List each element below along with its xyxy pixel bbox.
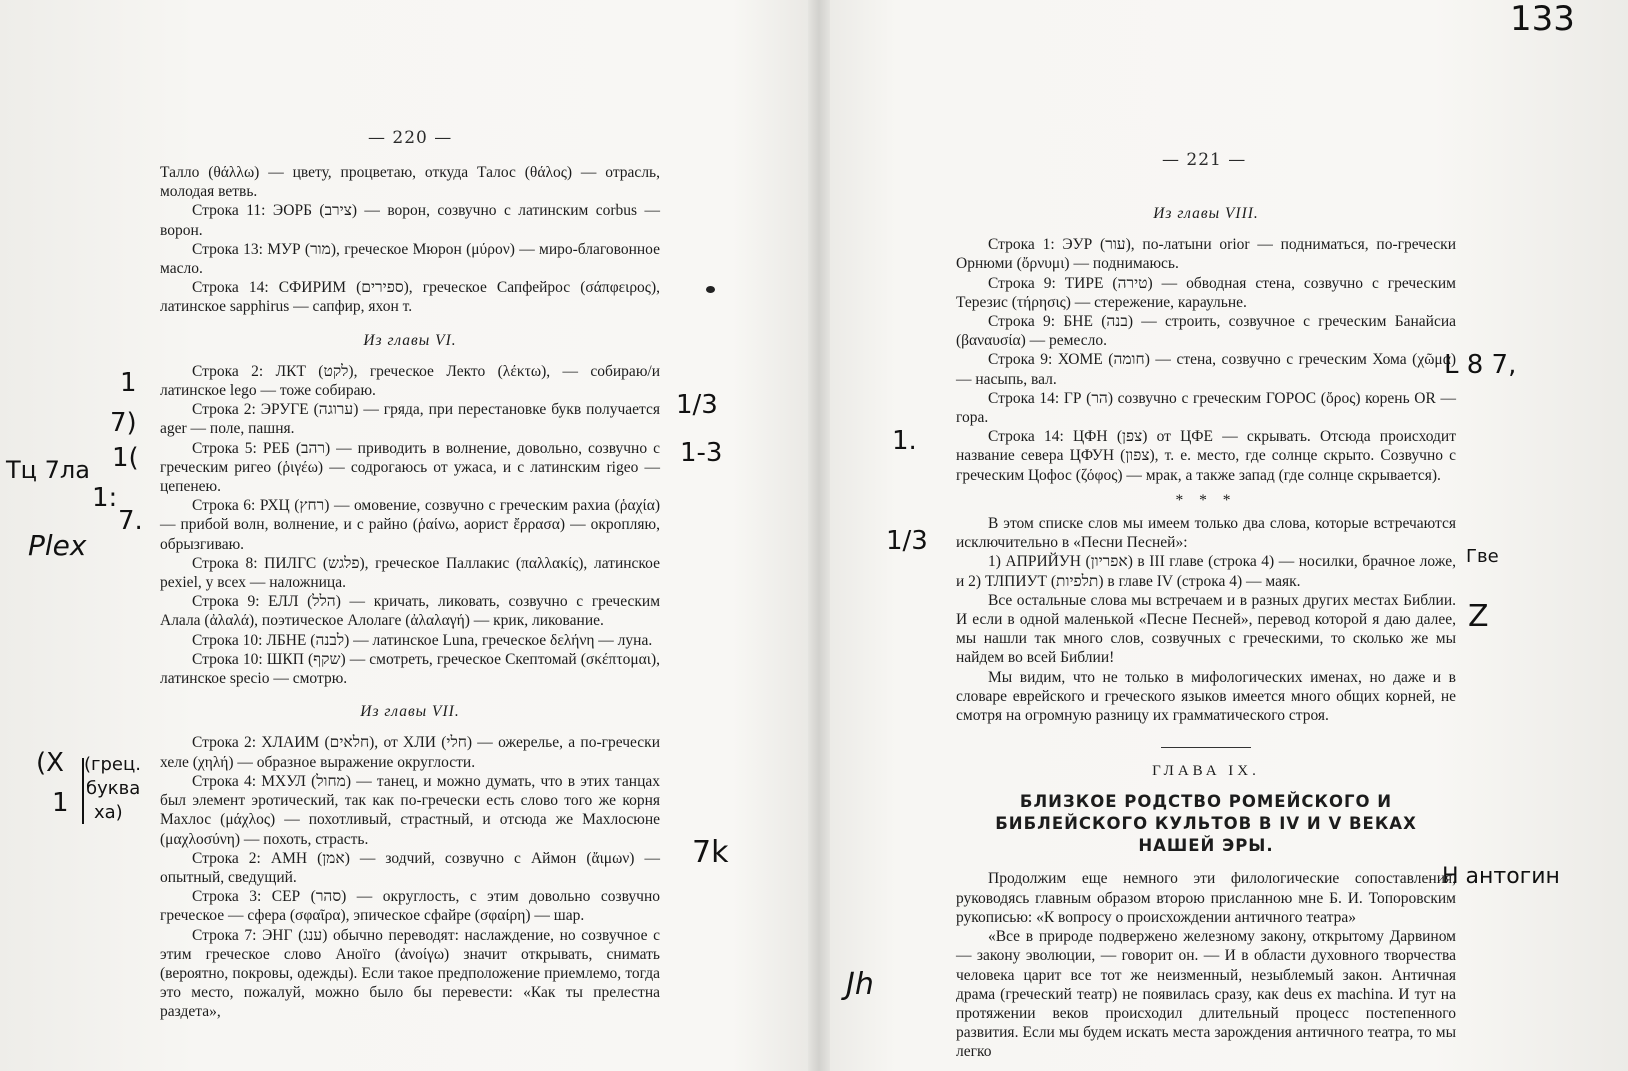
- margin-note: 7.: [118, 506, 143, 536]
- margin-note: 1/3: [886, 526, 928, 556]
- right-page-text: [956, 190, 1456, 1062]
- paragraph: Строка 2: ЭРУГЕ (ערוגה) — гряда, при перестановке букв получается ager — поле, пашня.: [160, 401, 660, 438]
- paragraph: Строка 9: ЕЛЛ (הלל) — кричать, ликовать, созвучно с греческим Алала (ἀλαλά), поэтическое Алолаге (ἀλαλαγή) — крик, ликование.: [160, 593, 660, 630]
- margin-note: L 8 7,: [1444, 350, 1517, 380]
- paragraph: Мы видим, что не только в мифологических именах, но даже и в словаре еврейского и греческого языков имеется много общих корней, не смотря на огромную разницу их грамматического строя.: [956, 668, 1456, 725]
- paragraph: Строка 2: ХЛАИМ (חלאים), от ХЛИ (חלי) — ожерелье, а по-гречески хеле (χηλή) — образное выражение округлости.: [160, 734, 660, 771]
- paragraph: Строка 14: ЦФН (צפן) от ЦФЕ — скрывать. Отсюда происходит название севера ЦФУН (צפון), т. е. место, где солнце скрыто. Созвучно с греческим Цофос (ζόφος) — мрак, а также запад (где солнце скрывается).: [956, 428, 1456, 484]
- margin-note: буква: [86, 778, 141, 799]
- paragraph: Строка 2: ЛКТ (לקט), греческое Лекто (λέκτω), — собираю/и латинское lego — тоже собираю.: [160, 362, 660, 400]
- paragraph: Строка 8: ПИЛГС (פלגש), греческое Паллакис (παλλακίς), латинское pexiel, у всех — наложница.: [160, 554, 660, 592]
- paragraph: Строка 9: БНЕ (בנה) — строить, созвучное с греческим Банайсиа (βαναυσία) — ремесло.: [956, 313, 1457, 350]
- left-page-text: [160, 163, 660, 1022]
- margin-bracket: [82, 758, 84, 824]
- paragraph: Талло (θάλλω) — цвету, процветаю, откуда Талос (θάλος) — отрасль, молодая ветвь.: [160, 164, 660, 201]
- margin-note: 7): [110, 408, 137, 438]
- paragraph: Строка 9: ТИРЕ (טירה) — обводная стена, созвучно с греческим Терезис (τήρησις) — стережение, караульне.: [956, 274, 1456, 311]
- paragraph: Строка 3: СЕР (סהר) — округлость, с этим довольно созвучно греческое — сфера (σφαῖρα), эпическое сфайре (σφαίρη) — шар.: [160, 888, 661, 925]
- margin-note: Plex: [28, 529, 87, 562]
- paragraph: Строка 14: ГР (הר) созвучно с греческим ГОРОС (ὄρος) корень OR — гора.: [956, 389, 1456, 427]
- margin-note: 7k: [692, 835, 729, 870]
- paragraph: Строка 13: МУР (מור), греческое Мюрон (μύρον) — миро-благовонное масло.: [160, 240, 660, 278]
- paragraph: Строка 6: РХЦ (רחץ) — омовение, созвучно с греческим рахиа (ῥαχία) — прибой волн, волнение, и с райно (ῥαίνω, аорист ἔρρασα) — окропляю, обрызгиваю.: [160, 497, 660, 553]
- margin-note: Jh: [846, 967, 874, 1002]
- ink-spot: [706, 286, 715, 293]
- asterism: * * *: [1175, 491, 1237, 509]
- paragraph: Строка 1: ЭУР (עור), по-латыни orior — подниматься, по-гречески Орнюми (ὄρνυμι) — поднимаюсь.: [956, 236, 1456, 273]
- paragraph: Строка 11: ЭОРБ (צירב) — ворон, созвучно с латинским corbus — ворон.: [160, 202, 660, 239]
- section-rule: [1161, 747, 1251, 748]
- paragraph: Строка 10: ШКП (שקף) — смотреть, греческое Скептомай (σκέπτομαι), латинское specio — смотрю.: [160, 650, 660, 688]
- margin-note: 1: [120, 368, 137, 398]
- margin-note: ха): [94, 802, 123, 823]
- paragraph: Строка 9: ХОМЕ (חומה) — стена, созвучно с греческим Хома (χῶμα) — насыпь, вал.: [956, 351, 1456, 388]
- margin-note: 1.: [892, 426, 917, 456]
- margin-note: Z: [1468, 599, 1489, 634]
- margin-note: 1-3: [680, 438, 723, 468]
- paragraph: 1) АПРИЙУН (אפריון) в III главе (строка 4) — носилки, брачное ложе, и 2) ТЛПИУТ (תלפיות) в главе IV (строка 4) — маяк.: [956, 553, 1456, 590]
- paragraph: Строка 14: СФИРИМ (ספירים), греческое Сапфейрос (σάπφειρος), латинское sapphirus — сапфир, яхон т.: [160, 279, 660, 316]
- paragraph: Строка 2: АМН (אמן) — зодчий, созвучно с Аймон (ἄιμων) — опытный, сведущий.: [160, 849, 660, 886]
- right-page-number: — 221 —: [1162, 150, 1247, 170]
- paragraph: Строка 5: РЕБ (רהב) — приводить в волнение, довольно, созвучно с греческим ригео (ῥιγέω) — содрогаюсь от ужаса, и с латинским rigeo — цепенею.: [160, 439, 660, 496]
- margin-note: (грец.: [84, 754, 141, 775]
- paragraph: Строка 10: ЛБНЕ (לבנה) — латинское Luna, греческое δελήνη — луна.: [192, 631, 653, 649]
- right-page: [828, 0, 1628, 1071]
- margin-note: 1/3: [676, 390, 718, 420]
- page-corner-number: 133: [1510, 0, 1575, 39]
- section-heading: Из главы VI.: [363, 331, 457, 349]
- margin-note: 1: [52, 788, 69, 818]
- margin-note: Гве: [1466, 546, 1499, 567]
- margin-note: Тц 7ла: [6, 456, 90, 484]
- margin-note: (Х: [36, 748, 64, 778]
- paragraph: В этом списке слов мы имеем только два слова, которые встречаются исключительно в «Песни Песней»:: [956, 515, 1456, 552]
- section-heading: Из главы VII.: [360, 703, 460, 721]
- margin-note: 1(: [112, 443, 139, 473]
- paragraph: Все остальные слова мы встречаем и в разных других местах Библии. И если в одной маленькой «Песне Песней», перевод которой я даю далее, мы нашли так много слов, созвучных с греческими, то сколько же мы найдем во всей Библии!: [956, 591, 1456, 667]
- paragraph: Продолжим еще немного эти филологические сопоставления, руководясь главным образом второю присланною мне Б. И. Топоровским рукописью: «К вопросу о происхождении античного театра»: [956, 870, 1456, 926]
- paragraph: Строка 7: ЭНГ (ענג) обычно переводят: наслаждение, но созвучное с этим греческое слово Аноїго (ἀνοίγω) значит открывать, снимать (вероятно, покровы, одежды). Если такое предположение приемлемо, тогда это место, пожалуй, можно было бы перевести: «Как ты прелестна раздета»,: [160, 926, 660, 1021]
- chapter-title: БЛИЗКОЕ РОДСТВО РОМЕЙСКОГО И БИБЛЕЙСКОГО КУЛЬТОВ В IV И V ВЕКАХ НАШЕЙ ЭРЫ.: [995, 792, 1417, 856]
- margin-note: 1:: [92, 483, 118, 513]
- margin-note: Н антогин: [1442, 864, 1560, 889]
- paragraph: «Все в природе подвержено железному закону, открытому Дарвином — закону эволюции, — говорит он. — И в области духовного творчества человека царит все тот же неизменный, незыблемый закон. Античная драма (греческий театр) не появилась сразу, как deus ex machina. И тут на протяжении веков происходил длительный процесс постепенного развития. Если мы будем искать места зарождения античного театра, то мы легко: [956, 928, 1456, 1061]
- left-page-number: — 220 —: [368, 128, 453, 148]
- chapter-number: ГЛАВА IX.: [1152, 763, 1260, 780]
- section-heading: Из главы VIII.: [1153, 205, 1259, 222]
- paragraph: Строка 4: МХУЛ (מחול) — танец, и можно думать, что в этих танцах был элемент эротический, так как по-гречески есть слово того же корня Махлос (μάχλος) — похотливый, страстный, и отсюда же Махлосюне (μαχλοσύνη) — похоть, страсть.: [160, 772, 660, 848]
